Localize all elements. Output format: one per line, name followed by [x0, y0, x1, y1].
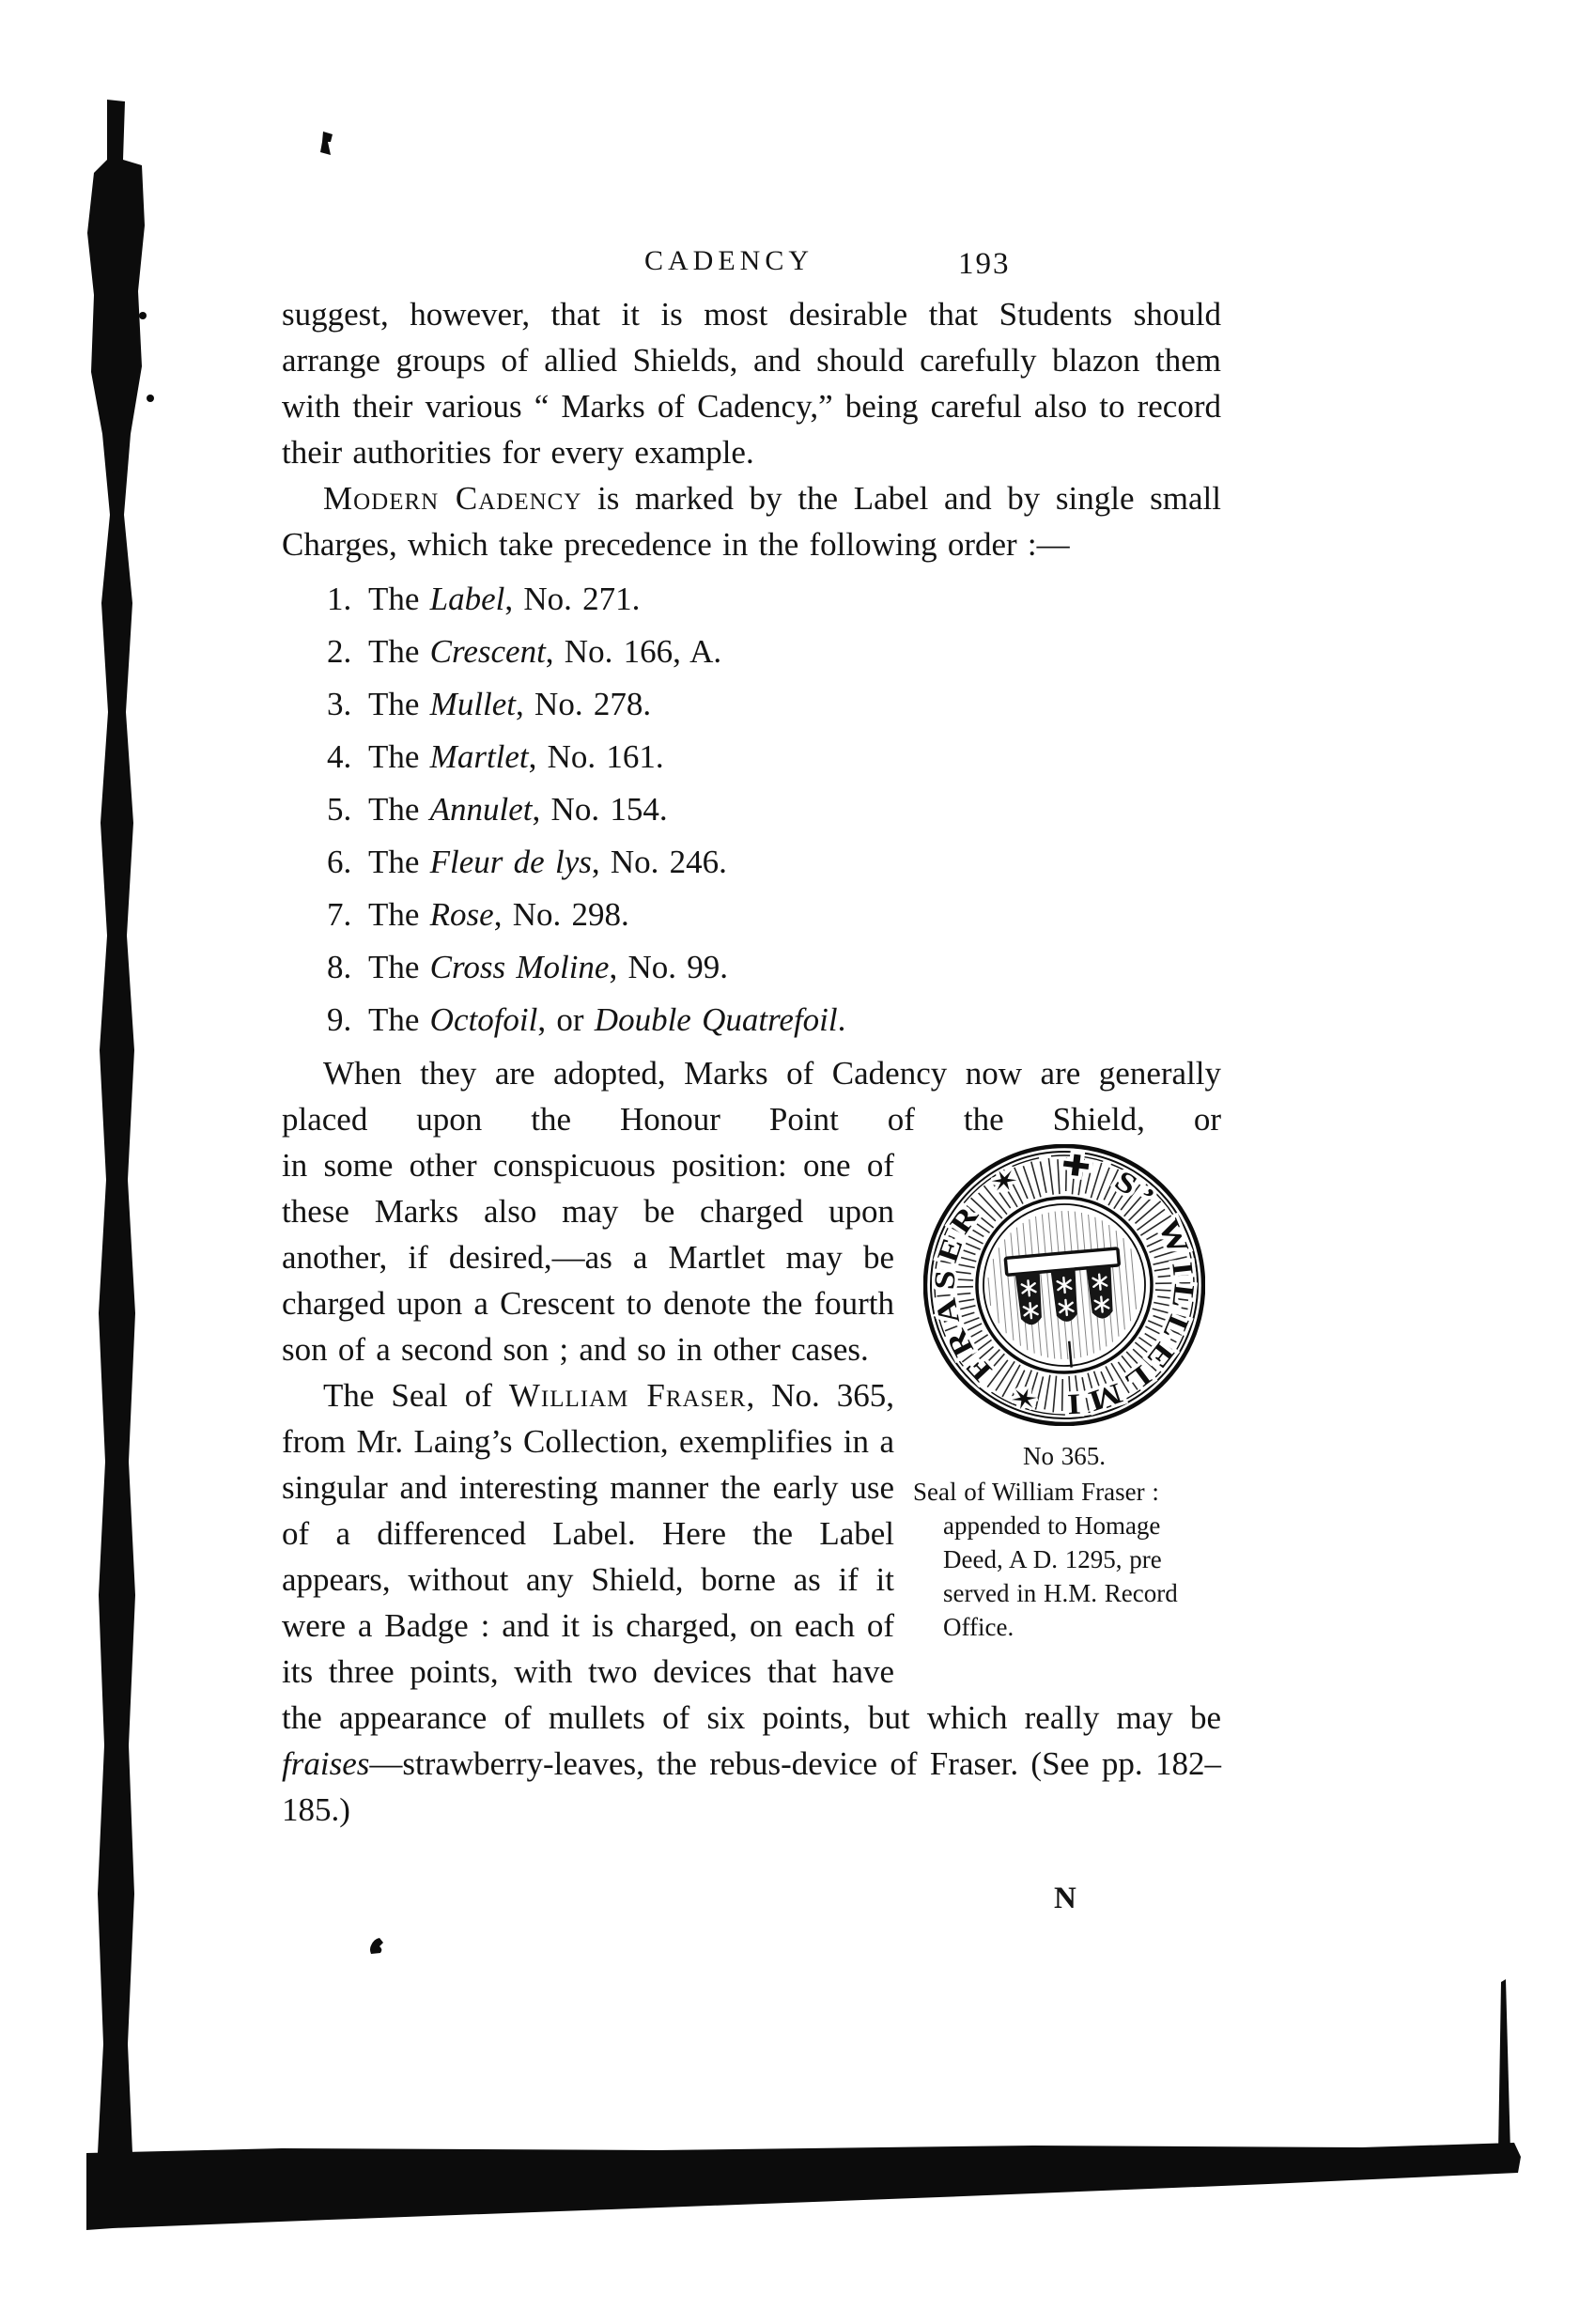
caption-figure-number: No 365.	[1023, 1442, 1106, 1470]
list-item: 5. The Annulet, No. 154.	[327, 791, 668, 828]
left-binding-artifact	[87, 100, 145, 2153]
caption-line: Deed, A D. 1295, pre	[943, 1545, 1162, 1573]
seal-caption	[907, 1439, 1221, 1644]
ink-blot-top	[320, 132, 333, 155]
smallcaps-william-fraser: William Fraser	[508, 1377, 747, 1414]
paragraph-seal-of-fraser: The Seal of William Fraser, No. 365, from Mr. Laing’s Collection, exemplifies in a singular and interesting manner the early use of a differenced Label. Here the Label appears, without any Shield, borne as if it were a Badge : and it is charged, on each of its three points, with two devices that have the appearance of mullets of six points, but which really may be fraises—strawberry-leaves, the rebus-device of Fraser. (See pp. 182–185.)	[282, 1377, 1221, 1828]
seal-legend-text: ✚ S’ WILLELMI ✶ FRASER ✶	[927, 1147, 1201, 1422]
list-item: 6. The Fleur de lys, No. 246.	[327, 844, 727, 880]
printer-signature: N	[1054, 1882, 1077, 1915]
list-item: 3. The Mullet, No. 278.	[327, 686, 652, 722]
italic-fraises: fraises	[282, 1745, 370, 1782]
ink-speck	[112, 471, 121, 480]
page-number: 193	[958, 247, 1011, 281]
page-title: CADENCY	[644, 245, 814, 276]
list-item: 9. The Octofoil, or Double Quatrefoil.	[327, 1001, 846, 1038]
list-item: 8. The Cross Moline, No. 99.	[327, 949, 728, 985]
ink-speck	[139, 312, 147, 319]
paragraph-modern-cadency	[282, 475, 1221, 567]
caption-line: served in H.M. Record	[943, 1579, 1178, 1607]
ink-speck	[147, 395, 154, 402]
caption-line: appended to Homage	[943, 1511, 1161, 1540]
paragraph-modern-cadency-rest: is marked by the Label and by single small Charges, which take precedence in the following order :—	[282, 480, 1221, 563]
paragraph-when-adopted: When they are adopted, Marks of Cadency now are generally placed upon the Honour Point of the Shield, or	[282, 1055, 1221, 1138]
figure-wrap-zone	[282, 1142, 1221, 1833]
seal-of-william-fraser-engraving	[923, 1144, 1205, 1426]
ink-blot-bottom	[370, 1938, 383, 1954]
paragraph-wrapped-continuation: in some other conspicuous position: one of these Marks also may be charged upon another, if desired,—as a Martlet may be charged upon a Crescent to denote the fourth son of a second son ; and so in other cases.	[282, 1147, 894, 1368]
right-edge-artifact	[1498, 1979, 1510, 2153]
caption-line: Seal of William Fraser :	[913, 1478, 1159, 1506]
seal-figure	[907, 1144, 1221, 1644]
list-item: 4. The Martlet, No. 161.	[327, 738, 664, 775]
list-item: 2. The Crescent, No. 166, A.	[327, 633, 722, 670]
caption-line: Office.	[943, 1613, 1014, 1641]
paragraph-continuation: suggest, however, that it is most desirable that Students should arrange groups of allied Shields, and should carefully blazon them with their various “ Marks of Cadency,” being careful also to record their authorities for every example.	[282, 296, 1221, 471]
list-item: 7. The Rose, No. 298.	[327, 896, 629, 933]
cadency-marks-list	[282, 573, 1221, 1046]
smallcaps-modern-cadency: Modern Cadency	[323, 480, 582, 517]
page-text-block	[282, 242, 1221, 1922]
list-item: 1. The Label, No. 271.	[327, 581, 641, 617]
running-header	[282, 242, 1221, 291]
bottom-band-artifact	[86, 2143, 1521, 2230]
